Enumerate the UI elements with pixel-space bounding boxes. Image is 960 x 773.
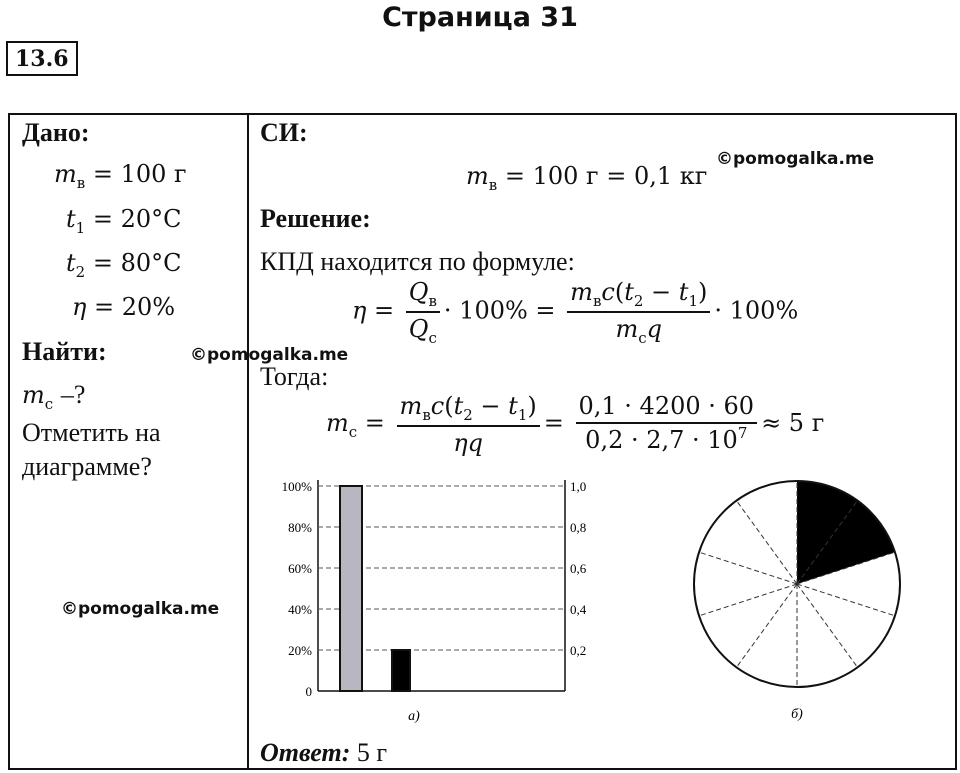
- bar-right-tick-label: 0,2: [570, 643, 587, 658]
- find-mass-fuel-question: –?: [60, 380, 86, 409]
- watermark: ©pomogalka.me: [61, 599, 220, 619]
- formula-fraction-numeric: [576, 392, 758, 457]
- bar-diagram: [262, 472, 587, 732]
- answer-label: Ответ:: [260, 738, 351, 767]
- si-heading: СИ:: [260, 118, 308, 147]
- given-t2-value: 80°С: [120, 249, 182, 277]
- answer: [260, 738, 387, 768]
- pie-caption: б): [791, 707, 803, 722]
- task-number: 13.6: [6, 41, 78, 76]
- bar: [392, 650, 410, 691]
- pie-segment-line: [797, 584, 895, 616]
- pie-segment-line: [699, 584, 797, 616]
- bar-right-tick-label: 0,6: [570, 561, 587, 576]
- formula-fraction-expanded: $\frac{m_вc(t_2 - t_1)}{m_сq}$: [567, 278, 710, 346]
- bar-left-tick-label: 60%: [288, 561, 312, 576]
- pie-segment-line: [736, 584, 797, 667]
- formula-percent: 100%: [729, 296, 799, 325]
- find-mark-line1: Отметить на: [22, 418, 161, 447]
- given-eta: η = 20%: [72, 293, 176, 321]
- bar-right-tick-label: 0,8: [570, 520, 587, 535]
- efficiency-formula: η = $\frac{Q_в}{Q_с}$ · 100% = $\frac{m_вc(t_2 - t_1)}{m_сq}$ · 100%: [352, 278, 799, 347]
- given-t1: $t_1 = 20^\circ С$: [66, 205, 182, 237]
- given-mass-water-value: 100 г: [120, 160, 187, 188]
- pie-diagram: [685, 470, 915, 730]
- fuel-mass-result: ≈ 5 г: [761, 409, 825, 437]
- bar-marks: [340, 486, 410, 691]
- given-t2: $t_2 = 80^\circ С$: [66, 249, 182, 281]
- solution-heading: Решение:: [260, 204, 371, 233]
- bar-left-tick-label: 0: [305, 684, 312, 699]
- bar-right-tick-label: 1,0: [570, 479, 587, 494]
- solution-intro: КПД находится по формуле:: [260, 247, 575, 276]
- formula-fraction-mc: $\frac{m_вc(t_2 - t_1)}{\eta q}$: [397, 392, 540, 457]
- bar-left-tick-label: 40%: [288, 602, 312, 617]
- fuel-mass-formula: $m_с$ = $\frac{m_вc(t_2 - t_1)}{\eta q}$ = $\frac{0,1 \cdot 4200 \cdot 60}{0,2 \cdot 2,7 \cdot 10^7}$ ≈ 5 г: [326, 392, 825, 457]
- bar-left-tick-label: 100%: [281, 479, 312, 494]
- bar-grid: [282, 479, 587, 699]
- given-mass-water: $m_в = 100$ г: [54, 160, 187, 192]
- pie-marks: [694, 481, 900, 687]
- formula-percent: 100%: [459, 296, 528, 325]
- page-title: Страница 31: [382, 2, 578, 33]
- pie-segment-line: [699, 552, 797, 584]
- find-mass-fuel: $m_с$ –?: [22, 380, 86, 413]
- bar-caption: а): [408, 709, 420, 724]
- find-mark-line2: диаграмме?: [22, 452, 152, 481]
- solution-then: Тогда:: [260, 362, 329, 391]
- numeric-numerator: 0,1 · 4200 · 60: [576, 392, 758, 424]
- watermark: ©pomogalka.me: [716, 149, 875, 169]
- bar: [340, 486, 362, 691]
- si-conversion: $m_в = 100$ г = 0,1 кг: [466, 162, 708, 194]
- column-divider: [247, 113, 249, 770]
- watermark: ©pomogalka.me: [190, 345, 349, 365]
- numeric-denominator: 0,2 · 2,7 · 10: [585, 426, 738, 454]
- pie-segment-line: [797, 584, 858, 667]
- numeric-exponent: 7: [737, 424, 748, 442]
- find-heading: Найти:: [22, 337, 107, 366]
- bar-right-tick-label: 0,4: [570, 602, 587, 617]
- answer-value: 5 г: [356, 738, 388, 767]
- given-heading: Дано:: [22, 118, 90, 147]
- bar-left-tick-label: 80%: [288, 520, 312, 535]
- formula-fraction-q: $\frac{Q_в}{Q_с}$: [406, 278, 440, 346]
- bar-left-tick-label: 20%: [288, 643, 312, 658]
- pie-segment-line: [736, 501, 797, 584]
- given-eta-value: 20%: [121, 293, 176, 321]
- given-t1-value: 20°С: [120, 205, 182, 233]
- si-conversion-value: 100 г = 0,1 кг: [532, 162, 708, 190]
